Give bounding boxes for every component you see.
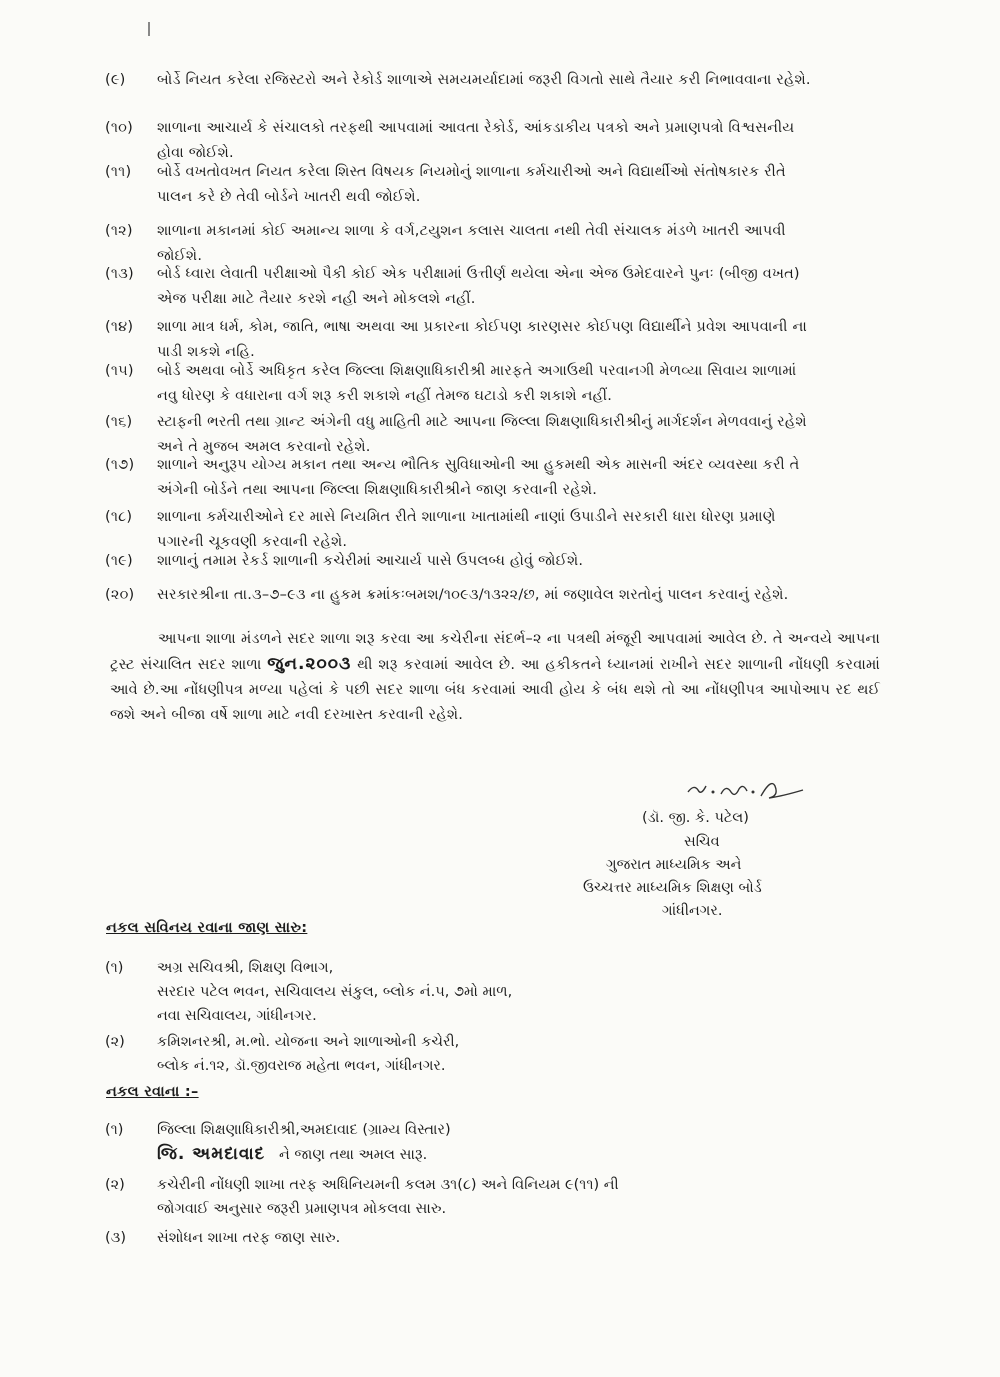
condition-item: [105, 315, 885, 365]
condition-text: સ્ટાફની ભરતી તથા ગ્રાન્ટ અંગેની વધુ માહિતી માટે આપના જિલ્લા શિક્ષણાધિકારીશ્રીનું માર્ગદર્શન મેળવવાનું રહેશે: [157, 414, 807, 430]
condition-text: શાળાના મકાનમાં કોઈ અમાન્ય શાળા કે વર્ગ,ટયુશન કલાસ ચાલતા નથી તેવી સંચાલક મંડળે ખાતરી આપવી: [157, 223, 786, 239]
condition-text: શાળાને અનુરૂપ યોગ્ય મકાન તથા અન્ય ભૌતિક સુવિધાઓની આ હુકમથી એક માસની અંદર વ્યવસ્થા કરી તે: [157, 457, 800, 473]
condition-text: પગારની ચૂકવણી કરવાની રહેશે.: [157, 534, 348, 550]
condition-text: શાળા માત્ર ધર્મ, કોમ, જાતિ, ભાષા અથવા આ પ્રકારના કોઈપણ કારણસર કોઈપણ વિદ્યાર્થીને પ્રવેશ આપવાની ના: [157, 319, 807, 335]
condition-number: (૧૭): [105, 457, 135, 473]
copy-text: સરદાર પટેલ ભવન, સચિવાલય સંકુલ, બ્લોક નં.૫, ૭મો માળ,: [157, 984, 513, 1000]
signatory-place: ગાંધીનગર.: [662, 903, 723, 919]
copy-to-heading: નકલ રવાના :–: [106, 1084, 199, 1100]
copy-number: (૨): [105, 1034, 125, 1050]
signatory-org: ઉચ્ચત્તર માધ્યમિક શિક્ષણ બોર્ડ: [583, 880, 762, 896]
condition-text: પાલન કરે છે તેવી બોર્ડને ખાતરી થવી જોઈશે.: [157, 189, 421, 205]
copy-number: (૧): [105, 1122, 124, 1138]
condition-number: (૯): [105, 72, 126, 88]
district-name: જિ. અમદાવાદ: [157, 1144, 266, 1164]
copy-text: જિલ્લા શિક્ષણાધિકારીશ્રી,અમદાવાદ (ગ્રામ્ય વિસ્તાર): [157, 1122, 451, 1138]
condition-item: [105, 68, 885, 93]
copy-text: ને જાણ તથા અમલ સારૂ.: [279, 1147, 428, 1163]
condition-text: બોર્ડ અથવા બોર્ડે અધિકૃત કરેલ જિલ્લા શિક્ષણાધિકારીશ્રી મારફતે અગાઉથી પરવાનગી મેળવ્યા સિવાય શાળામાં: [157, 363, 797, 379]
copy-to-item: [105, 1226, 805, 1250]
condition-number: (૧૬): [105, 414, 133, 430]
condition-text: જોઈશે.: [157, 248, 203, 264]
condition-text: શાળાના આચાર્ય કે સંચાલકો તરફથી આપવામાં આવતા રેકોર્ડ, આંકડાકીય પત્રકો અને પ્રમાણપત્રો વિશ્વસનીય: [157, 120, 795, 136]
condition-item: [105, 262, 885, 312]
condition-item: [105, 359, 885, 409]
condition-text: સરકારશ્રીના તા.૩–૭–૯૩ ના હુકમ ક્રમાંકઃબમશ/૧૦૯૩/૧૩૨૨/છ, માં જણાવેલ શરતોનું પાલન કરવાનું રહેશે.: [157, 587, 789, 603]
condition-text: શાળાના કર્મચારીઓને દર માસે નિયમિત રીતે શાળાના ખાતામાંથી નાણાં ઉપાડીને સરકારી ધારા ધોરણ પ્રમાણે: [157, 509, 776, 525]
condition-number: (૧૦): [105, 120, 133, 136]
condition-number: (૧૫): [105, 363, 134, 379]
paragraph-text: આપના શાળા મંડળને સદર શાળા શરૂ કરવા આ કચેરીના સંદર્ભ–૨ ના પત્રથી મંજૂરી આપવામાં આવેલ છે. તે અન્વયે આપના ટ્રસ્ટ સંચાલિત સદર શાળા: [110, 631, 880, 673]
condition-number: (૧૪): [105, 319, 134, 335]
copy-text: નવા સચિવાલય, ગાંધીનગર.: [157, 1008, 317, 1024]
copy-text: સંશોધન શાખા તરફ જાણ સારુ.: [157, 1230, 341, 1246]
condition-text: બોર્ડે નિયત કરેલા રજિસ્ટરો અને રેકોર્ડ શાળાએ સમયમર્યાદામાં જરૂરી વિગતો સાથે તૈયાર કરી નિભાવવાના રહેશે.: [157, 72, 811, 88]
copy-to-item: [105, 1173, 805, 1221]
condition-text: બોર્ડ ધ્વારા લેવાતી પરીક્ષાઓ પૈકી કોઈ એક પરીક્ષામાં ઉત્તીર્ણ થયેલા એના એજ ઉમેદવારને પુનઃ (બીજી વખત): [157, 266, 800, 282]
start-date: જુન.૨૦૦૩: [267, 654, 352, 674]
condition-number: (૧૯): [105, 553, 133, 569]
copy-info-heading: નકલ સવિનય રવાના જાણ સારુ:: [106, 920, 308, 936]
condition-text: પાડી શકશે નહિ.: [157, 344, 255, 360]
condition-text: નવુ ધોરણ કે વધારાના વર્ગ શરૂ કરી શકાશે નહીં તેમજ ઘટાડો કરી શકાશે નહીં.: [157, 388, 613, 404]
condition-number: (૨૦): [105, 587, 135, 603]
condition-text: અંગેની બોર્ડને તથા આપના જિલ્લા શિક્ષણાધિકારીશ્રીને જાણ કરવાની રહેશે.: [157, 482, 598, 498]
margin-mark: [148, 22, 150, 36]
copy-text: બ્લોક નં.૧૨, ડૉ.જીવરાજ મહેતા ભવન, ગાંધીનગર.: [157, 1058, 446, 1074]
condition-item: [105, 505, 885, 555]
condition-item: [105, 583, 885, 608]
signatory-org: ગુજરાત માધ્યમિક અને: [606, 857, 742, 873]
condition-item: [105, 453, 885, 503]
condition-item: [105, 549, 885, 574]
copy-number: (૧): [105, 960, 124, 976]
signature-scribble: [683, 770, 813, 808]
copy-number: (૩): [105, 1230, 126, 1246]
condition-number: (૧૧): [105, 164, 132, 180]
copy-to-item: [105, 1118, 805, 1167]
condition-text: શાળાનું તમામ રેકર્ડ શાળાની કચેરીમાં આચાર્ય પાસે ઉપલબ્ધ હોવું જોઈશે.: [157, 553, 584, 569]
condition-number: (૧૮): [105, 509, 133, 525]
copy-text: કચેરીની નોંધણી શાખા તરફ અધિનિયમની કલમ ૩૧(૮) અને વિનિયમ ૯(૧૧) ની: [157, 1177, 619, 1193]
condition-text: એજ પરીક્ષા માટે તૈયાર કરશે નહી અને મોકલશે નહીં.: [157, 291, 476, 307]
copy-info-item: [105, 956, 805, 1028]
condition-item: [105, 160, 885, 210]
condition-number: (૧૨): [105, 223, 133, 239]
copy-number: (૨): [105, 1177, 125, 1193]
signatory-designation: સચિવ: [684, 834, 720, 850]
condition-number: (૧૩): [105, 266, 134, 282]
copy-text: અગ્ર સચિવશ્રી, શિક્ષણ વિભાગ,: [157, 960, 334, 976]
signatory-name: (ડૉ. જી. કે. પટેલ): [642, 810, 749, 826]
registration-paragraph: [110, 627, 880, 728]
condition-text: હોવા જોઈશે.: [157, 145, 234, 161]
condition-text: બોર્ડે વખતોવખત નિયત કરેલા શિસ્ત વિષયક નિયમોનું શાળાના કર્મચારીઓ અને વિદ્યાર્થીઓ સંતોષકારક રીતે: [157, 164, 786, 180]
copy-info-item: [105, 1030, 805, 1078]
condition-item: [105, 116, 885, 166]
copy-text: કમિશનરશ્રી, મ.ભો. યોજના અને શાળાઓની કચેરી,: [157, 1034, 460, 1050]
condition-text: અને તે મુજબ અમલ કરવાનો રહેશે.: [157, 439, 371, 455]
paragraph-text: થી શરૂ કરવામાં આવેલ છે. આ હકીકતને ધ્યાનમાં રાખીને સદર શાળાની નોંધણી કરવામાં આવે છે.આ નોંધણીપત્ર મળ્યા પહેલાં કે પછી સદર શાળા બંધ કરવામાં આવી હોય કે બંધ થશે તો આ નોંધણીપત્ર આપોઆપ રદ થઈ જશે અને બીજા વર્ષે શાળા માટે નવી દરખાસ્ત કરવાની રહેશે.: [110, 657, 881, 723]
copy-text: જોગવાઈ અનુસાર જરૂરી પ્રમાણપત્ર મોકલવા સારુ.: [157, 1201, 447, 1217]
